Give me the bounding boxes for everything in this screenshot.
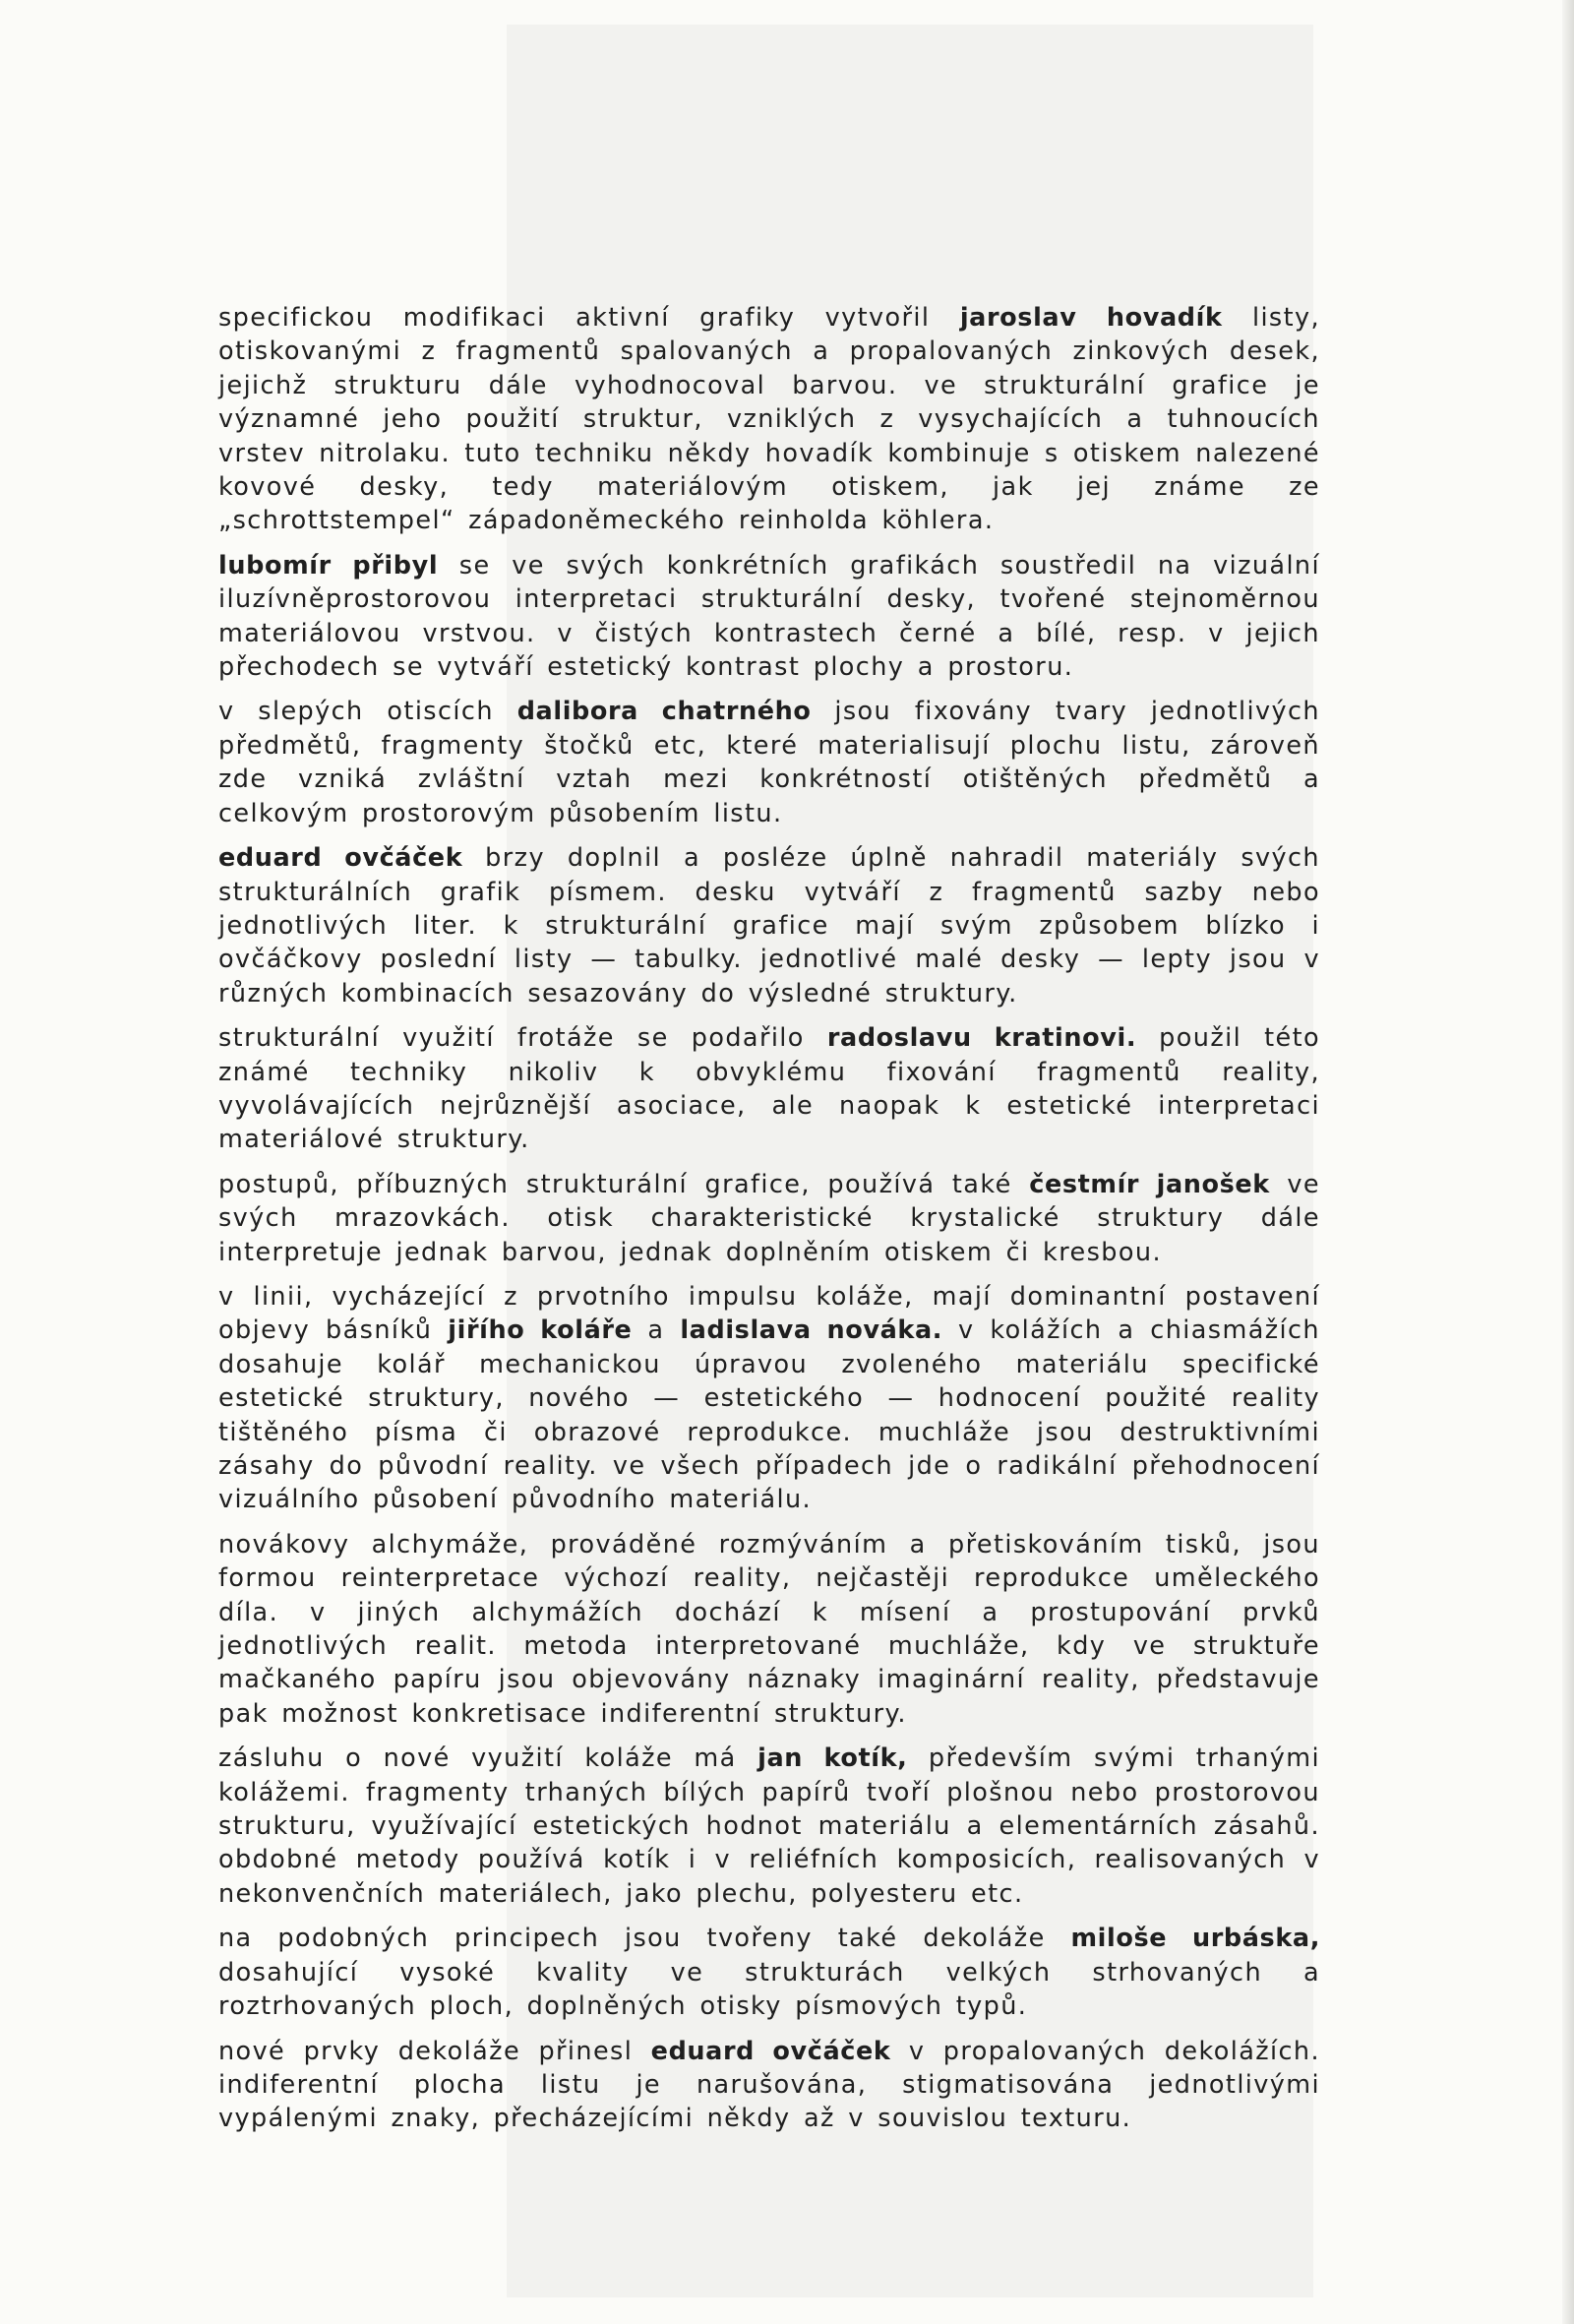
artist-name: jan kotík, bbox=[757, 1743, 908, 1774]
artist-name: lubomír přibyl bbox=[218, 550, 439, 581]
paragraph-text: a bbox=[632, 1315, 681, 1346]
artist-name: jaroslav hovadík bbox=[959, 303, 1223, 333]
paragraph-text: v propalovaných dekolážích. indiferentní plocha listu je narušována, stigmatisována jednotlivými vypálenými znaky, přecházejícími někdy až v souvislou texturu. bbox=[218, 2036, 1320, 2134]
paragraph-text: v kolážích a chiasmážích dosahuje kolář mechanickou úpravou zvoleného materiálu specifické estetické struktury, nového — estetického — hodnocení použité reality tištěného písma či obrazové reprodukce. muchláže jsou destruktivními zásahy do původní reality. ve všech případech jde o radikální přehodnocení vizuálního působení původního materiálu. bbox=[218, 1315, 1320, 1515]
paragraph-text: ve svých mrazovkách. otisk charakteristické krystalické struktury dále interpretuje jednak barvou, jednak doplněním otiskem či kresbou. bbox=[218, 1169, 1320, 1267]
paragraph-text: na podobných principech jsou tvořeny také dekoláže bbox=[218, 1924, 1071, 1954]
artist-name: radoslavu kratinovi. bbox=[826, 1023, 1137, 1054]
paragraph-text: nové prvky dekoláže přinesl bbox=[218, 2036, 651, 2066]
paragraph-text: dosahující vysoké kvality ve strukturách velkých strhovaných a roztrhovaných ploch, doplněných otisky písmových typů. bbox=[218, 1957, 1320, 2022]
paragraph-text: brzy doplnil a posléze úplně nahradil materiály svých strukturálních grafik písmem. desku vytváří z fragmentů sazby nebo jednotlivých liter. k strukturální grafice mají svým způsobem blízko i ovčáčkovy poslední listy — tabulky. jednotlivé malé desky — lepty jsou v různých kombinacích sesazovány do výsledné struktury. bbox=[218, 843, 1320, 1009]
paragraph bbox=[218, 695, 1320, 830]
paragraph bbox=[218, 1528, 1320, 1731]
artist-name: miloše urbáska, bbox=[1070, 1924, 1320, 1954]
paragraph-text: postupů, příbuzných strukturální grafice, používá také bbox=[218, 1169, 1030, 1199]
paragraph-text: specifickou modifikaci aktivní grafiky vytvořil bbox=[218, 303, 960, 333]
artist-name: čestmír janošek bbox=[1029, 1169, 1270, 1199]
artist-name: dalibora chatrného bbox=[516, 697, 812, 727]
paragraph bbox=[218, 1168, 1320, 1269]
paragraph bbox=[218, 549, 1320, 685]
paragraph-text: jsou fixovány tvary jednotlivých předmětů, fragmenty štočků etc, které materialisují plochu listu, zároveň zde vzniká zvláštní vztah mezi konkrétností otištěných předmětů a celkovým prostorovým působením listu. bbox=[218, 697, 1320, 828]
paragraph bbox=[218, 841, 1320, 1010]
artist-name: jiřího koláře bbox=[448, 1315, 633, 1346]
paragraph bbox=[218, 301, 1320, 538]
paragraph-text: v slepých otiscích bbox=[218, 697, 517, 727]
artist-name: ladislava nováka. bbox=[680, 1315, 943, 1346]
paragraph bbox=[218, 2035, 1320, 2136]
paragraph bbox=[218, 1021, 1320, 1157]
paragraph-text: se ve svých konkrétních grafikách soustředil na vizuální iluzívněprostorovou interpretaci strukturální desky, tvořené stejnoměrnou materiálovou vrstvou. v čistých kontrastech černé a bílé, resp. v jejich přechodech se vytváří estetický kontrast plochy a prostoru. bbox=[218, 550, 1320, 683]
page-edge bbox=[1562, 0, 1574, 2324]
paragraph-text: použil této známé techniky nikoliv k obvyklému fixování fragmentů reality, vyvolávajících nejrůznější asociace, ale naopak k estetické interpretaci materiálové struktury. bbox=[218, 1023, 1321, 1155]
paragraph-text: především svými trhanými kolážemi. fragmenty trhaných bílých papírů tvoří plošnou nebo prostorovou strukturu, využívající estetických hodnot materiálu a elementárních zásahů. obdobné metody používá kotík i v reliéfních komposicích, realisovaných v nekonvenčních materiálech, jako plechu, polyesteru etc. bbox=[218, 1743, 1321, 1909]
article-body bbox=[218, 301, 1320, 2147]
artist-name: eduard ovčáček bbox=[650, 2036, 891, 2066]
artist-name: eduard ovčáček bbox=[218, 843, 463, 874]
paragraph bbox=[218, 1280, 1320, 1517]
paragraph-text: listy, otiskovanými z fragmentů spalovaných a propalovaných zinkových desek, jejichž strukturu dále vyhodnocoval barvou. ve strukturální grafice je významné jeho použití struktur, vzniklých z vysychajících a tuhnoucích vrstev nitrolaku. tuto techniku někdy hovadík kombinuje s otiskem nalezené kovové desky, tedy materiálovým otiskem, jak jej známe ze „schrottstempel“ západoněmeckého reinholda köhlera. bbox=[218, 303, 1321, 536]
paragraph-text: novákovy alchymáže, prováděné rozmýváním a přetiskováním tisků, jsou formou reinterpretace výchozí reality, nejčastěji reprodukce uměleckého díla. v jiných alchymážích dochází k mísení a prostupování prvků jednotlivých realit. metoda interpretované muchláže, kdy ve struktuře mačkaného papíru jsou objevovány náznaky imaginární reality, představuje pak možnost konkretisace indiferentní struktury. bbox=[218, 1529, 1320, 1729]
paragraph-text: v linii, vycházející z prvotního impulsu koláže, mají dominantní postavení objevy básníků bbox=[218, 1281, 1320, 1346]
paragraph bbox=[218, 1742, 1320, 1911]
paragraph-text: zásluhu o nové využití koláže má bbox=[218, 1743, 758, 1774]
paragraph bbox=[218, 1922, 1320, 2023]
paragraph-text: strukturální využití frotáže se podařilo bbox=[218, 1023, 827, 1054]
